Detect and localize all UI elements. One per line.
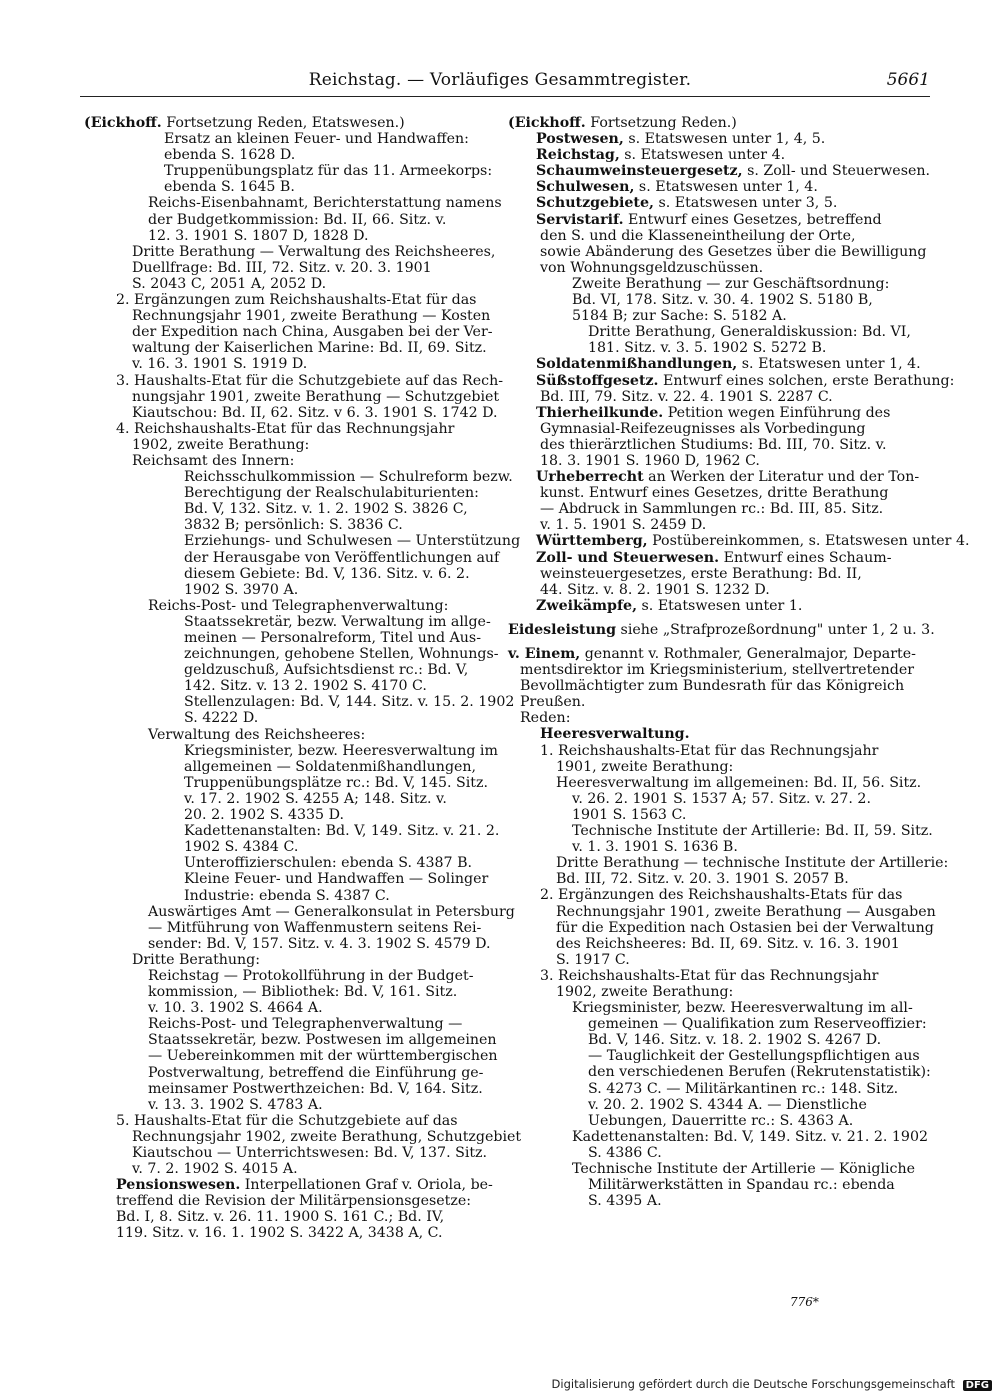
text-line: Bevollmächtigter zum Bundesrath für das Königreich <box>520 678 905 695</box>
text-line: meinsamer Postwerthzeichen: Bd. V, 164. Sitz. <box>148 1080 483 1097</box>
text-line: Bd. V, 132. Sitz. v. 1. 2. 1902 S. 3826 C, <box>184 501 468 518</box>
text-line: kommission, — Bibliothek: Bd. V, 161. Sitz. <box>148 984 458 1001</box>
text-line: 12. 3. 1901 S. 1807 D, 1828 D. <box>148 227 369 244</box>
header-rule <box>80 96 930 97</box>
entry-text: Fortsetzung Reden.) <box>585 115 737 131</box>
entry-keyword: Zweikämpfe, <box>536 597 638 614</box>
header-title: Reichstag. — Vorläufiges Gesammtregister. <box>308 70 692 90</box>
entry-text: Interpellationen Graf v. Oriola, be- <box>240 1177 493 1194</box>
text-line: Kriegsminister, bezw. Heeresverwaltung im <box>184 742 498 759</box>
entry-keyword: (Eickhoff. <box>84 115 162 131</box>
text-line: Zweite Berathung — zur Geschäftsordnung: <box>572 275 890 292</box>
text-line: den S. und die Klasseneintheilung der Orte, <box>540 227 856 244</box>
text-line: Reichsschulkommission — Schulreform bezw. <box>184 469 513 486</box>
text-line <box>508 115 908 131</box>
text-line <box>84 115 484 131</box>
entry-keyword: Süßstoffgesetz. <box>536 372 659 389</box>
text-line: treffend die Revision der Militärpensionsgesetze: <box>116 1193 471 1210</box>
text-line: 119. Sitz. v. 16. 1. 1902 S. 3422 A, 3438 A, C. <box>116 1225 443 1242</box>
text-line <box>508 550 908 566</box>
entry-keyword: Schulwesen, <box>536 179 635 196</box>
text-line: — Tauglichkeit der Gestellungspflichtigen aus <box>588 1048 920 1065</box>
text-line: den verschiedenen Berufen (Rekrutenstatistik): <box>588 1064 931 1081</box>
text-line: v. 17. 2. 1902 S. 4255 A; 148. Sitz. v. <box>184 790 447 807</box>
text-line: Bd. VI, 178. Sitz. v. 30. 4. 1902 S. 5180 B, <box>572 292 873 309</box>
text-line: der Expedition nach China, Ausgaben bei der Ver- <box>132 324 493 341</box>
entry-keyword: Postwesen, <box>536 131 624 148</box>
text-line: Ersatz an kleinen Feuer- und Handwaffen: <box>164 131 469 148</box>
entry-keyword: Thierheilkunde. <box>536 404 664 421</box>
text-line: der Herausgabe von Veröffentlichungen auf <box>184 549 500 566</box>
entry-text: Postübereinkommen, s. Etatswesen unter 4. <box>647 533 970 550</box>
text-line: 142. Sitz. v. 13 2. 1902 S. 4170 C. <box>184 678 427 695</box>
text-line: meinen — Personalreform, Titel und Aus- <box>184 630 482 646</box>
text-line: v. 10. 3. 1902 S. 4664 A. <box>148 1000 323 1017</box>
text-line: 1902 S. 3970 A. <box>184 581 299 598</box>
text-line: Bd. I, 8. Sitz. v. 26. 11. 1900 S. 161 C.; Bd. IV, <box>116 1209 445 1226</box>
text-line: 3. Reichshaushalts-Etat für das Rechnungsjahr <box>540 967 879 984</box>
text-line: ebenda S. 1645 B. <box>164 179 295 196</box>
text-line: — Abdruck in Sammlungen rc.: Bd. III, 85. Sitz. <box>540 501 884 518</box>
page-number: 5661 <box>886 70 930 90</box>
text-line <box>508 131 908 147</box>
entry-text: s. Etatswesen unter 1, 4. <box>634 179 818 196</box>
text-line: Technische Institute der Artillerie — Königliche <box>572 1161 915 1177</box>
text-line <box>508 195 908 211</box>
text-line: Dritte Berathung — Verwaltung des Reichsheeres, <box>132 243 496 260</box>
entry-text: genannt v. Rothmaler, Generalmajor, Departe- <box>580 646 916 662</box>
text-line: Dritte Berathung, Generaldiskussion: Bd. VI, <box>588 324 911 341</box>
entry-keyword: Württemberg, <box>536 533 648 550</box>
text-line: S. 4273 C. — Militärkantinen rc.: 148. Sitz. <box>588 1080 899 1097</box>
text-line: Reichsamt des Innern: <box>132 452 295 469</box>
paragraph-gap <box>508 638 908 646</box>
text-line: 20. 2. 1902 S. 4335 D. <box>184 807 344 824</box>
entry-keyword: Pensionswesen. <box>116 1177 241 1194</box>
text-line: S. 2043 C, 2051 A, 2052 D. <box>132 275 327 292</box>
right-column <box>508 115 970 1210</box>
text-line <box>84 1177 493 1194</box>
text-line: Postverwaltung, betreffend die Einführung ge- <box>148 1064 484 1081</box>
text-line: geldzuschuß, Aufsichtsdienst rc.: Bd. V, <box>184 662 469 679</box>
text-line: Kriegsminister, bezw. Heeresverwaltung im all- <box>572 1000 913 1017</box>
text-line: Bd. III, 72. Sitz. v. 20. 3. 1901 S. 2057 B. <box>556 871 849 888</box>
text-line: Heeresverwaltung im allgemeinen: Bd. II, 56. Sitz. <box>556 774 922 791</box>
entry-text: siehe „Strafprozeßordnung" unter 1, 2 u. 3. <box>616 621 935 638</box>
entry-keyword: Schutzgebiete, <box>536 195 654 212</box>
text-line: v. 1. 3. 1901 S. 1636 B. <box>572 839 738 856</box>
text-line: Reichstag — Protokollführung in der Budget- <box>148 967 474 984</box>
text-line: Kadettenanstalten: Bd. V, 149. Sitz. v. 21. 2. <box>184 823 500 840</box>
text-line: des Reichsheeres: Bd. II, 69. Sitz. v. 16. 3. 1901 <box>556 935 900 952</box>
text-line: des thierärztlichen Studiums: Bd. III, 70. Sitz. v. <box>540 436 887 453</box>
text-line <box>508 621 935 638</box>
footer-text: Digitalisierung gefördert durch die Deutsche Forschungsgemeinschaft <box>551 1377 955 1391</box>
entry-text: s. Etatswesen unter 1, 4, 5. <box>623 131 826 148</box>
entry-keyword: Heeresverwaltung. <box>540 726 690 743</box>
text-line <box>508 179 908 195</box>
text-line: 1902, zweite Berathung: <box>132 436 310 453</box>
running-header <box>70 70 930 94</box>
text-line: Auswärtiges Amt — Generalkonsulat in Petersburg <box>148 903 515 920</box>
entry-text: Petition wegen Einführung des <box>663 404 891 421</box>
paragraph-gap <box>508 614 908 622</box>
text-line <box>508 147 908 163</box>
text-line: weinsteuergesetzes, erste Berathung: Bd. II, <box>540 565 862 582</box>
text-line: S. 4222 D. <box>184 710 259 727</box>
text-line: Rechnungsjahr 1901, zweite Berathung — Kosten <box>132 308 491 325</box>
text-line: Berechtigung der Realschulabiturienten: <box>184 485 479 502</box>
text-line: v. 7. 2. 1902 S. 4015 A. <box>132 1161 298 1178</box>
text-line: Truppenübungsplatz für das 11. Armeekorps: <box>164 163 493 180</box>
text-line: 3832 B; persönlich: S. 3836 C. <box>184 517 403 534</box>
text-line: Kleine Feuer- und Handwaffen — Solinger <box>184 871 489 888</box>
text-line: Unteroffizierschulen: ebenda S. 4387 B. <box>184 855 473 872</box>
text-line: waltung der Kaiserlichen Marine: Bd. II, 69. Sitz. <box>132 340 487 357</box>
footer <box>552 1377 992 1391</box>
text-line: 1901 S. 1563 C. <box>572 806 687 823</box>
text-line <box>508 469 920 486</box>
text-line: Verwaltung des Reichsheeres: <box>148 726 366 743</box>
text-line <box>508 356 921 373</box>
text-line: Gymnasial-Reifezeugnisses als Vorbedingung <box>540 420 866 437</box>
text-line: Rechnungsjahr 1902, zweite Berathung, Schutzgebiet <box>132 1128 522 1145</box>
entry-text: Entwurf eines Schaum- <box>719 549 892 566</box>
text-line: Industrie: ebenda S. 4387 C. <box>184 887 390 904</box>
text-line: Staatssekretär, bezw. Postwesen im allgemeinen <box>148 1032 497 1049</box>
entry-keyword: (Eickhoff. <box>508 115 586 131</box>
entry-keyword: Zoll- und Steuerwesen. <box>536 549 720 566</box>
text-line: Duellfrage: Bd. III, 72. Sitz. v. 20. 3. 1901 <box>132 259 432 276</box>
text-line: Technische Institute der Artillerie: Bd. II, 59. Sitz. <box>572 823 933 840</box>
entry-text: s. Etatswesen unter 1. <box>637 597 803 614</box>
text-line: Reichs-Eisenbahnamt, Berichterstattung namens <box>148 195 502 212</box>
text-line: Reichs-Post- und Telegraphenverwaltung: <box>148 597 449 614</box>
entry-keyword: v. Einem, <box>508 646 581 662</box>
text-line <box>508 533 970 550</box>
text-line: kunst. Entwurf eines Gesetzes, dritte Berathung <box>540 485 889 502</box>
text-line <box>508 646 916 662</box>
text-line <box>508 372 955 389</box>
text-line: 2. Ergänzungen zum Reichshaushalts-Etat für das <box>116 292 477 309</box>
text-line: Bd. III, 79. Sitz. v. 22. 4. 1901 S. 2287 C. <box>540 388 833 405</box>
text-line: Kiautschou — Unterrichtswesen: Bd. V, 137. Sitz. <box>132 1145 488 1161</box>
text-line <box>508 726 908 742</box>
text-line: S. 4395 A. <box>588 1193 662 1210</box>
text-line: Erziehungs- und Schulwesen — Unterstützung <box>184 533 521 550</box>
text-line: für die Expedition nach Ostasien bei der Verwaltung <box>556 919 934 936</box>
text-line: gemeinen — Qualifikation zum Reserveoffizier: <box>588 1016 927 1033</box>
text-line: der Budgetkommission: Bd. II, 66. Sitz. v. <box>148 211 447 228</box>
text-line: S. 4386 C. <box>588 1144 662 1161</box>
entry-text: s. Zoll- und Steuerwesen. <box>742 163 931 180</box>
text-line: Preußen. <box>520 694 586 711</box>
entry-keyword: Eidesleistung <box>508 621 617 638</box>
text-line: v. 1. 5. 1901 S. 2459 D. <box>540 517 707 534</box>
text-line: zeichnungen, gehobene Stellen, Wohnungs- <box>184 646 499 663</box>
entry-text: s. Etatswesen unter 3, 5. <box>653 195 838 212</box>
text-line: Stellenzulagen: Bd. V, 144. Sitz. v. 15. 2. 1902 <box>184 694 515 711</box>
entry-text: Entwurf eines solchen, erste Berathung: <box>658 372 955 389</box>
entry-text: Entwurf eines Gesetzes, betreffend <box>623 211 882 228</box>
signature-mark: 776* <box>790 1295 819 1309</box>
entry-keyword: Schaumweinsteuergesetz, <box>536 163 743 180</box>
text-line: Bd. V, 146. Sitz. v. 18. 2. 1902 S. 4267 D. <box>588 1032 882 1049</box>
text-line: Staatssekretär, bezw. Verwaltung im allge- <box>184 613 491 630</box>
text-line: 2. Ergänzungen des Reichshaushalts-Etats für das <box>540 887 903 904</box>
text-line: — Mitführung von Waffenmustern seitens Rei- <box>148 919 482 936</box>
text-line: sender: Bd. V, 157. Sitz. v. 4. 3. 1902 S. 4579 D. <box>148 935 491 952</box>
text-line: 1902 S. 4384 C. <box>184 839 299 856</box>
text-line: Militärwerkstätten in Spandau rc.: ebenda <box>588 1177 895 1194</box>
entry-text: an Werken der Literatur und der Ton- <box>643 469 920 486</box>
text-line: Reden: <box>520 710 571 727</box>
text-line: 44. Sitz. v. 8. 2. 1901 S. 1232 D. <box>540 581 770 598</box>
text-line: nungsjahr 1901, zweite Berathung — Schutzgebiet <box>132 388 500 405</box>
text-line: diesem Gebiete: Bd. V, 136. Sitz. v. 6. 2. <box>184 565 470 582</box>
text-line: Truppenübungsplätze rc.: Bd. V, 145. Sitz. <box>184 774 488 791</box>
text-line: v. 20. 2. 1902 S. 4344 A. — Dienstliche <box>588 1096 867 1113</box>
text-line: 18. 3. 1901 S. 1960 D, 1962 C. <box>540 452 760 469</box>
entry-keyword: Reichstag, <box>536 147 620 164</box>
text-line: 4. Reichshaushalts-Etat für das Rechnungsjahr <box>116 420 455 437</box>
text-line: sowie Abänderung des Gesetzes über die Bewilligung <box>540 243 927 260</box>
text-line: v. 13. 3. 1902 S. 4783 A. <box>148 1096 323 1113</box>
entry-keyword: Urheberrecht <box>536 469 644 486</box>
text-line: ebenda S. 1628 D. <box>164 147 296 164</box>
text-line <box>508 163 931 180</box>
text-line: Dritte Berathung — technische Institute der Artillerie: <box>556 855 949 872</box>
text-line: Kadettenanstalten: Bd. V, 149. Sitz. v. 21. 2. 1902 <box>572 1128 929 1145</box>
text-line: v. 26. 2. 1901 S. 1537 A; 57. Sitz. v. 27. 2. <box>572 790 871 807</box>
text-line: Rechnungsjahr 1901, zweite Berathung — Ausgaben <box>556 903 936 920</box>
text-line: 3. Haushalts-Etat für die Schutzgebiete auf das Rech- <box>116 372 503 389</box>
text-line: S. 1917 C. <box>556 951 630 968</box>
dfg-logo: DFG <box>963 1380 992 1391</box>
text-line: von Wohnungsgeldzuschüssen. <box>540 259 764 276</box>
entry-text: s. Etatswesen unter 1, 4. <box>737 356 921 373</box>
text-line <box>508 212 908 228</box>
entry-keyword: Soldatenmißhandlungen, <box>536 356 738 373</box>
left-column <box>84 115 522 1242</box>
text-line <box>508 598 908 614</box>
text-line: 181. Sitz. v. 3. 5. 1902 S. 5272 B. <box>588 340 827 357</box>
text-line: mentsdirektor im Kriegsministerium, stellvertretender <box>520 662 915 679</box>
text-line <box>508 405 908 421</box>
text-line: 1901, zweite Berathung: <box>556 758 734 775</box>
text-line: Reichs-Post- und Telegraphenverwaltung — <box>148 1016 463 1033</box>
text-line: Uebungen, Dauerritte rc.: S. 4363 A. <box>588 1112 854 1129</box>
text-line: v. 16. 3. 1901 S. 1919 D. <box>132 356 308 373</box>
text-line: 5. Haushalts-Etat für die Schutzgebiete auf das <box>116 1112 458 1129</box>
text-line: Dritte Berathung: <box>132 951 261 968</box>
text-line: 5184 B; zur Sache: S. 5182 A. <box>572 308 787 325</box>
text-line: — Uebereinkommen mit der württembergischen <box>148 1048 498 1065</box>
entry-text: Fortsetzung Reden, Etatswesen.) <box>161 115 405 131</box>
text-line: 1902, zweite Berathung: <box>556 983 734 1000</box>
text-line: allgemeinen — Soldatenmißhandlungen, <box>184 758 477 775</box>
entry-text: s. Etatswesen unter 4. <box>619 147 786 164</box>
entry-keyword: Servistarif. <box>536 211 624 228</box>
text-line: 1. Reichshaushalts-Etat für das Rechnungsjahr <box>540 742 879 759</box>
text-line: Kiautschou: Bd. II, 62. Sitz. v 6. 3. 1901 S. 1742 D. <box>132 404 498 421</box>
